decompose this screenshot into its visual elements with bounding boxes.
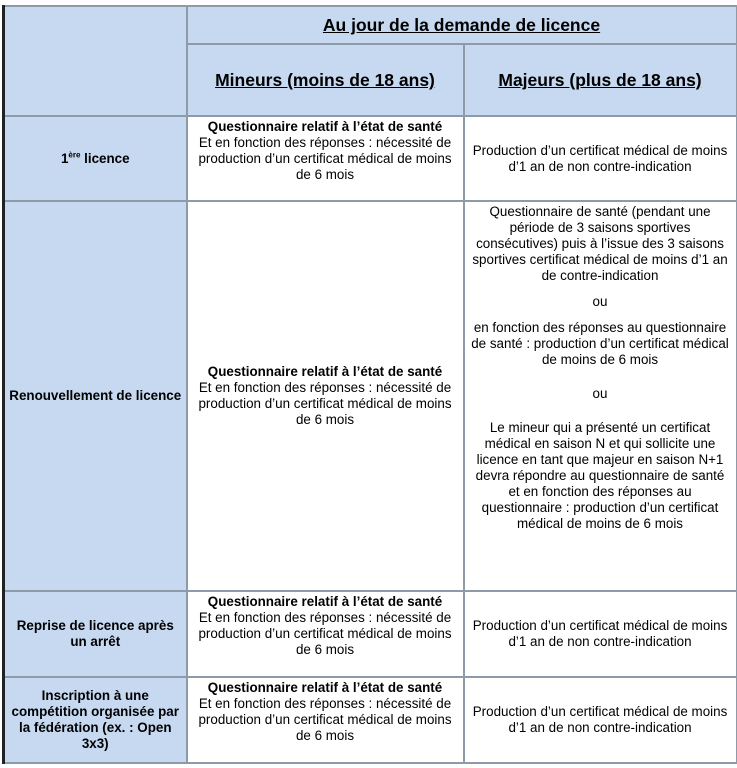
header-title: Au jour de la demande de licence — [187, 6, 737, 44]
table-row — [4, 677, 737, 763]
majors-cell: Production d’un certificat médical de moins d’1 an de non contre-indication — [464, 591, 737, 677]
corner-cell — [4, 6, 187, 116]
column-header-minors: Mineurs (moins de 18 ans) — [187, 44, 464, 116]
majors-cell: Production d’un certificat médical de moins d’1 an de non contre-indication — [464, 677, 737, 763]
table-row — [4, 116, 737, 201]
minors-cell: Questionnaire relatif à l’état de santé Et en fonction des réponses : nécessité de production d’un certificat médical de moins de 6 mois — [187, 591, 464, 677]
table-row — [4, 201, 737, 591]
row-label-first-licence: 1ère licence — [4, 116, 187, 201]
minors-cell: Questionnaire relatif à l’état de santé Et en fonction des réponses : nécessité de production d’un certificat médical de moins de 6 mois — [187, 677, 464, 763]
column-header-majors: Majeurs (plus de 18 ans) — [464, 44, 737, 116]
table-row — [4, 591, 737, 677]
minors-cell: Questionnaire relatif à l’état de santé Et en fonction des réponses : nécessité de production d’un certificat médical de moins de 6 mois — [187, 116, 464, 201]
row-label-renewal: Renouvellement de licence — [4, 201, 187, 591]
row-label-competition-registration: Inscription à une compétition organisée par la fédération (ex. : Open 3x3) — [4, 677, 187, 763]
majors-cell: Production d’un certificat médical de moins d’1 an de non contre-indication — [464, 116, 737, 201]
row-label-resume-after-stop: Reprise de licence après un arrêt — [4, 591, 187, 677]
majors-cell: Questionnaire de santé (pendant une période de 3 saisons sportives consécutives) puis à l’issue des 3 saisons sportives certificat médical de moins d’1 an de contre-indication ou en fonction des réponses au questionnaire de santé : production d’un certificat médical de moins de 6 mois ou Le mineur qui a présenté un certificat médical en saison N et qui sollicite une licence en tant que majeur en saison N+1 devra répondre au questionnaire de santé et en fonction des réponses au questionnaire : production d’un certificat médical de moins de 6 mois — [464, 201, 737, 591]
licence-requirements-table — [2, 5, 737, 764]
minors-cell: Questionnaire relatif à l’état de santé Et en fonction des réponses : nécessité de production d’un certificat médical de moins de 6 mois — [187, 201, 464, 591]
